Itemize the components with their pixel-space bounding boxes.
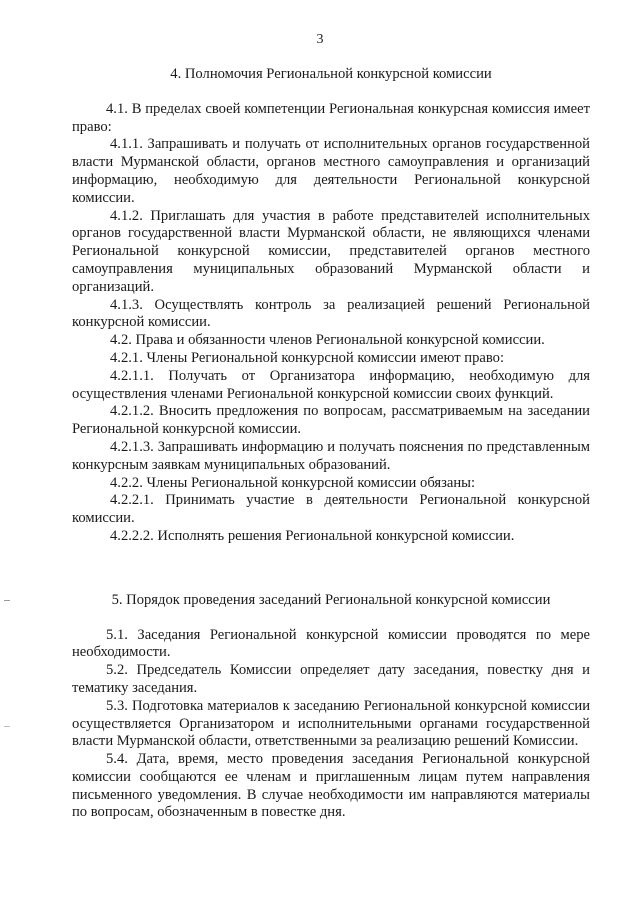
document-body: [72, 64, 590, 822]
paragraph-4-2-1-1: 4.2.1.1. Получать от Организатора информацию, необходимую для осуществления членами Региональной конкурсной комиссии своих функций.: [72, 367, 590, 402]
scan-margin-mark: [4, 600, 10, 601]
paragraph-5-3: 5.3. Подготовка материалов к заседанию Региональной конкурсной комиссии осуществляется Организатором и исполнительными органами государственной власти Мурманской области, ответственными за реализацию решений Комиссии.: [72, 697, 590, 750]
paragraph-4-1-1: 4.1.1. Запрашивать и получать от исполнительных органов государственной власти Мурманской области, органов местного самоуправления и организаций информацию, необходимую для деятельности Региональной конкурсной комиссии.: [72, 136, 590, 206]
paragraph-4-2-1-2: 4.2.1.2. Вносить предложения по вопросам, рассматриваемым на заседании Региональной конкурсной комиссии.: [72, 403, 590, 438]
paragraph-4-2-1: 4.2.1. Члены Региональной конкурсной комиссии имеют право:: [110, 349, 505, 366]
paragraph-4-2: 4.2. Права и обязанности членов Региональной конкурсной комиссии.: [110, 332, 545, 349]
paragraph-5-2: 5.2. Председатель Комиссии определяет дату заседания, повестку дня и тематику заседания.: [72, 662, 590, 696]
paragraph-4-1-3: 4.1.3. Осуществлять контроль за реализацией решений Региональной конкурсной комиссии.: [72, 296, 590, 331]
paragraph-4-2-2-1: 4.2.2.1. Принимать участие в деятельности Региональной конкурсной комиссии.: [72, 492, 590, 527]
paragraph-4-2-1-3: 4.2.1.3. Запрашивать информацию и получать пояснения по представленным конкурсным заявкам муниципальных образований.: [72, 438, 590, 473]
section-5-title: 5. Порядок проведения заседаний Региональной конкурсной комиссии: [111, 591, 551, 608]
paragraph-4-2-2-2: 4.2.2.2. Исполнять решения Региональной конкурсной комиссии.: [110, 527, 515, 544]
paragraph-5-1: 5.1. Заседания Региональной конкурсной комиссии проводятся по мере необходимости.: [72, 626, 590, 661]
paragraph-4-1: 4.1. В пределах своей компетенции Региональная конкурсная комиссия имеет право:: [72, 100, 590, 135]
scan-margin-mark: [4, 726, 10, 727]
paragraph-4-2-2: 4.2.2. Члены Региональной конкурсной комиссии обязаны:: [110, 474, 475, 491]
paragraph-4-1-2: 4.1.2. Приглашать для участия в работе представителей исполнительных органов государственной власти Мурманской области, не являющихся членами Региональной конкурсной комиссии, представителей органов местного самоуправления муниципальных образований Мурманской области и организаций.: [72, 207, 590, 295]
page-number: 3: [316, 32, 324, 47]
section-4-title: 4. Полномочия Региональной конкурсной комиссии: [170, 66, 492, 82]
paragraph-5-4: 5.4. Дата, время, место проведения заседания Региональной конкурсной комиссии сообщаются ее членам и приглашенным лицам путем направления письменного уведомления. В случае необходимости им направляются материалы по вопросам, обозначенным в повестке дня.: [72, 751, 590, 821]
